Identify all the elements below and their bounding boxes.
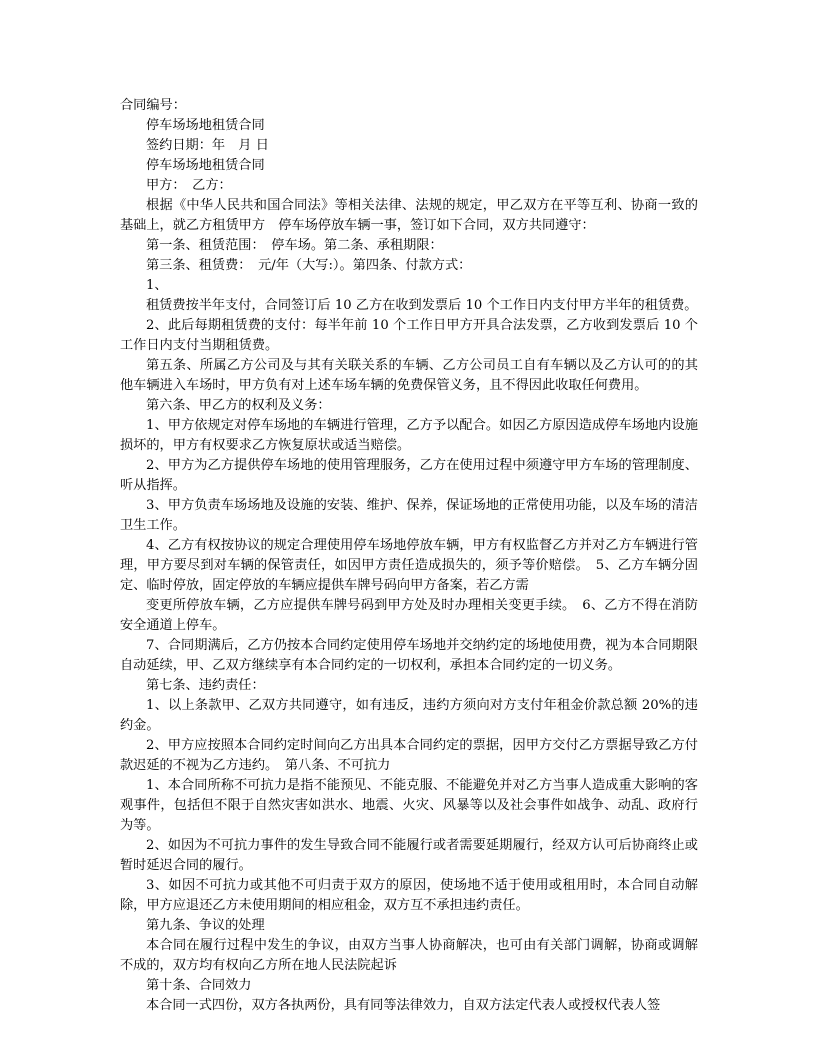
payment-item-2: 2、此后每期租赁费的支付：每半年前 10 个工作日甲方开具合法发票，乙方收到发票后 10 个工作日内支付当期租赁费。	[120, 318, 698, 353]
document-title: 停车场场地租赁合同	[146, 118, 265, 133]
contract-number-label: 合同编号：	[120, 98, 186, 113]
article-10-heading: 第十条、合同效力	[146, 978, 252, 993]
article-9-body: 本合同在履行过程中发生的争议，由双方当事人协商解决，也可由有关部门调解，协商或调解不成的，双方均有权向乙方所在地人民法院起诉	[120, 938, 698, 973]
article-6-item-1: 1、甲方依规定对停车场地的车辆进行管理，乙方予以配合。如因乙方原因造成停车场地内设施损坏的，甲方有权要求乙方恢复原状或适当赔偿。	[120, 418, 698, 453]
article-7-heading: 第七条、违约责任：	[146, 678, 265, 693]
article-9-heading: 第九条、争议的处理	[146, 918, 265, 933]
payment-item-1: 租赁费按半年支付，合同签订后 10 乙方在收到发票后 10 个工作日内支付甲方半年的租赁费。	[146, 298, 698, 313]
article-6-item-3: 3、甲方负责车场场地及设施的安装、维护、保养，保证场地的正常使用功能，以及车场的清洁卫生工作。	[120, 498, 698, 533]
article-8-item-2: 2、如因为不可抗力事件的发生导致合同不能履行或者需要延期履行，经双方认可后协商终止或暂时延迟合同的履行。	[120, 838, 698, 873]
article-6-heading: 第六条、甲乙方的权利及义务：	[146, 398, 331, 413]
preamble-paragraph: 根据《中华人民共和国合同法》等相关法律、法规的规定，甲乙双方在平等互利、协商一致的基础上，就乙方租赁甲方 停车场停放车辆一事，签订如下合同，双方共同遵守：	[120, 198, 698, 233]
article-6-item-4-5: 4、乙方有权按协议的规定合理使用停车场地停放车辆，甲方有权监督乙方并对乙方车辆进行管理，甲方要尽到对车辆的保管责任，如因甲方责任造成损失的，须予等价赔偿。 5、乙方车辆分固定、临时停放，固定停放的车辆应提供车牌号码向甲方备案，若乙方需	[120, 538, 698, 593]
article-3-4: 第三条、租赁费： 元/年（大写:）。第四条、付款方式：	[146, 258, 472, 273]
signing-date: 签约日期：年 月 日	[146, 138, 269, 153]
article-6-item-7: 7、合同期满后，乙方仍按本合同约定使用停车场地并交纳约定的场地使用费，视为本合同期限自动延续，甲、乙双方继续享有本合同约定的一切权利，承担本合同约定的一切义务。	[120, 638, 698, 673]
article-10-body: 本合同一式四份，双方各执两份，具有同等法律效力，自双方法定代表人或授权代表人签	[146, 998, 661, 1013]
article-5: 第五条、所属乙方公司及与其有关联关系的车辆、乙方公司员工自有车辆以及乙方认可的的其他车辆进入车场时，甲方负有对上述车场车辆的免费保管义务，且不得因此收取任何费用。	[120, 358, 698, 393]
article-1-2: 第一条、租赁范围： 停车场。第二条、承租期限：	[146, 238, 443, 253]
payment-item-1-number: 1、	[146, 278, 168, 293]
article-7-item-1: 1、以上条款甲、乙双方共同遵守，如有违反，违约方须向对方支付年租金价款总额 20%的违约金。	[120, 698, 698, 733]
article-7-item-2: 2、甲方应按照本合同约定时间向乙方出具本合同约定的票据，因甲方交付乙方票据导致乙方付款迟延的不视为乙方违约。 第八条、不可抗力	[120, 738, 698, 773]
article-6-item-5-6: 变更所停放车辆，乙方应提供车牌号码到甲方处及时办理相关变更手续。 6、乙方不得在消防安全通道上停车。	[120, 598, 698, 633]
article-8-item-1: 1、本合同所称不可抗力是指不能预见、不能克服、不能避免并对乙方当事人造成重大影响的客观事件，包括但不限于自然灾害如洪水、地震、火灾、风暴等以及社会事件如战争、动乱、政府行为等。	[120, 778, 698, 833]
contract-document	[120, 96, 698, 1016]
article-6-item-2: 2、甲方为乙方提供停车场地的使用管理服务，乙方在使用过程中须遵守甲方车场的管理制度、听从指挥。	[120, 458, 698, 493]
contract-heading: 停车场场地租赁合同	[146, 158, 265, 173]
parties-line: 甲方： 乙方：	[146, 178, 232, 193]
article-8-item-3: 3、如因不可抗力或其他不可归责于双方的原因，使场地不适于使用或租用时，本合同自动解除，甲方应退还乙方未使用期间的相应租金，双方互不承担违约责任。	[120, 878, 698, 913]
